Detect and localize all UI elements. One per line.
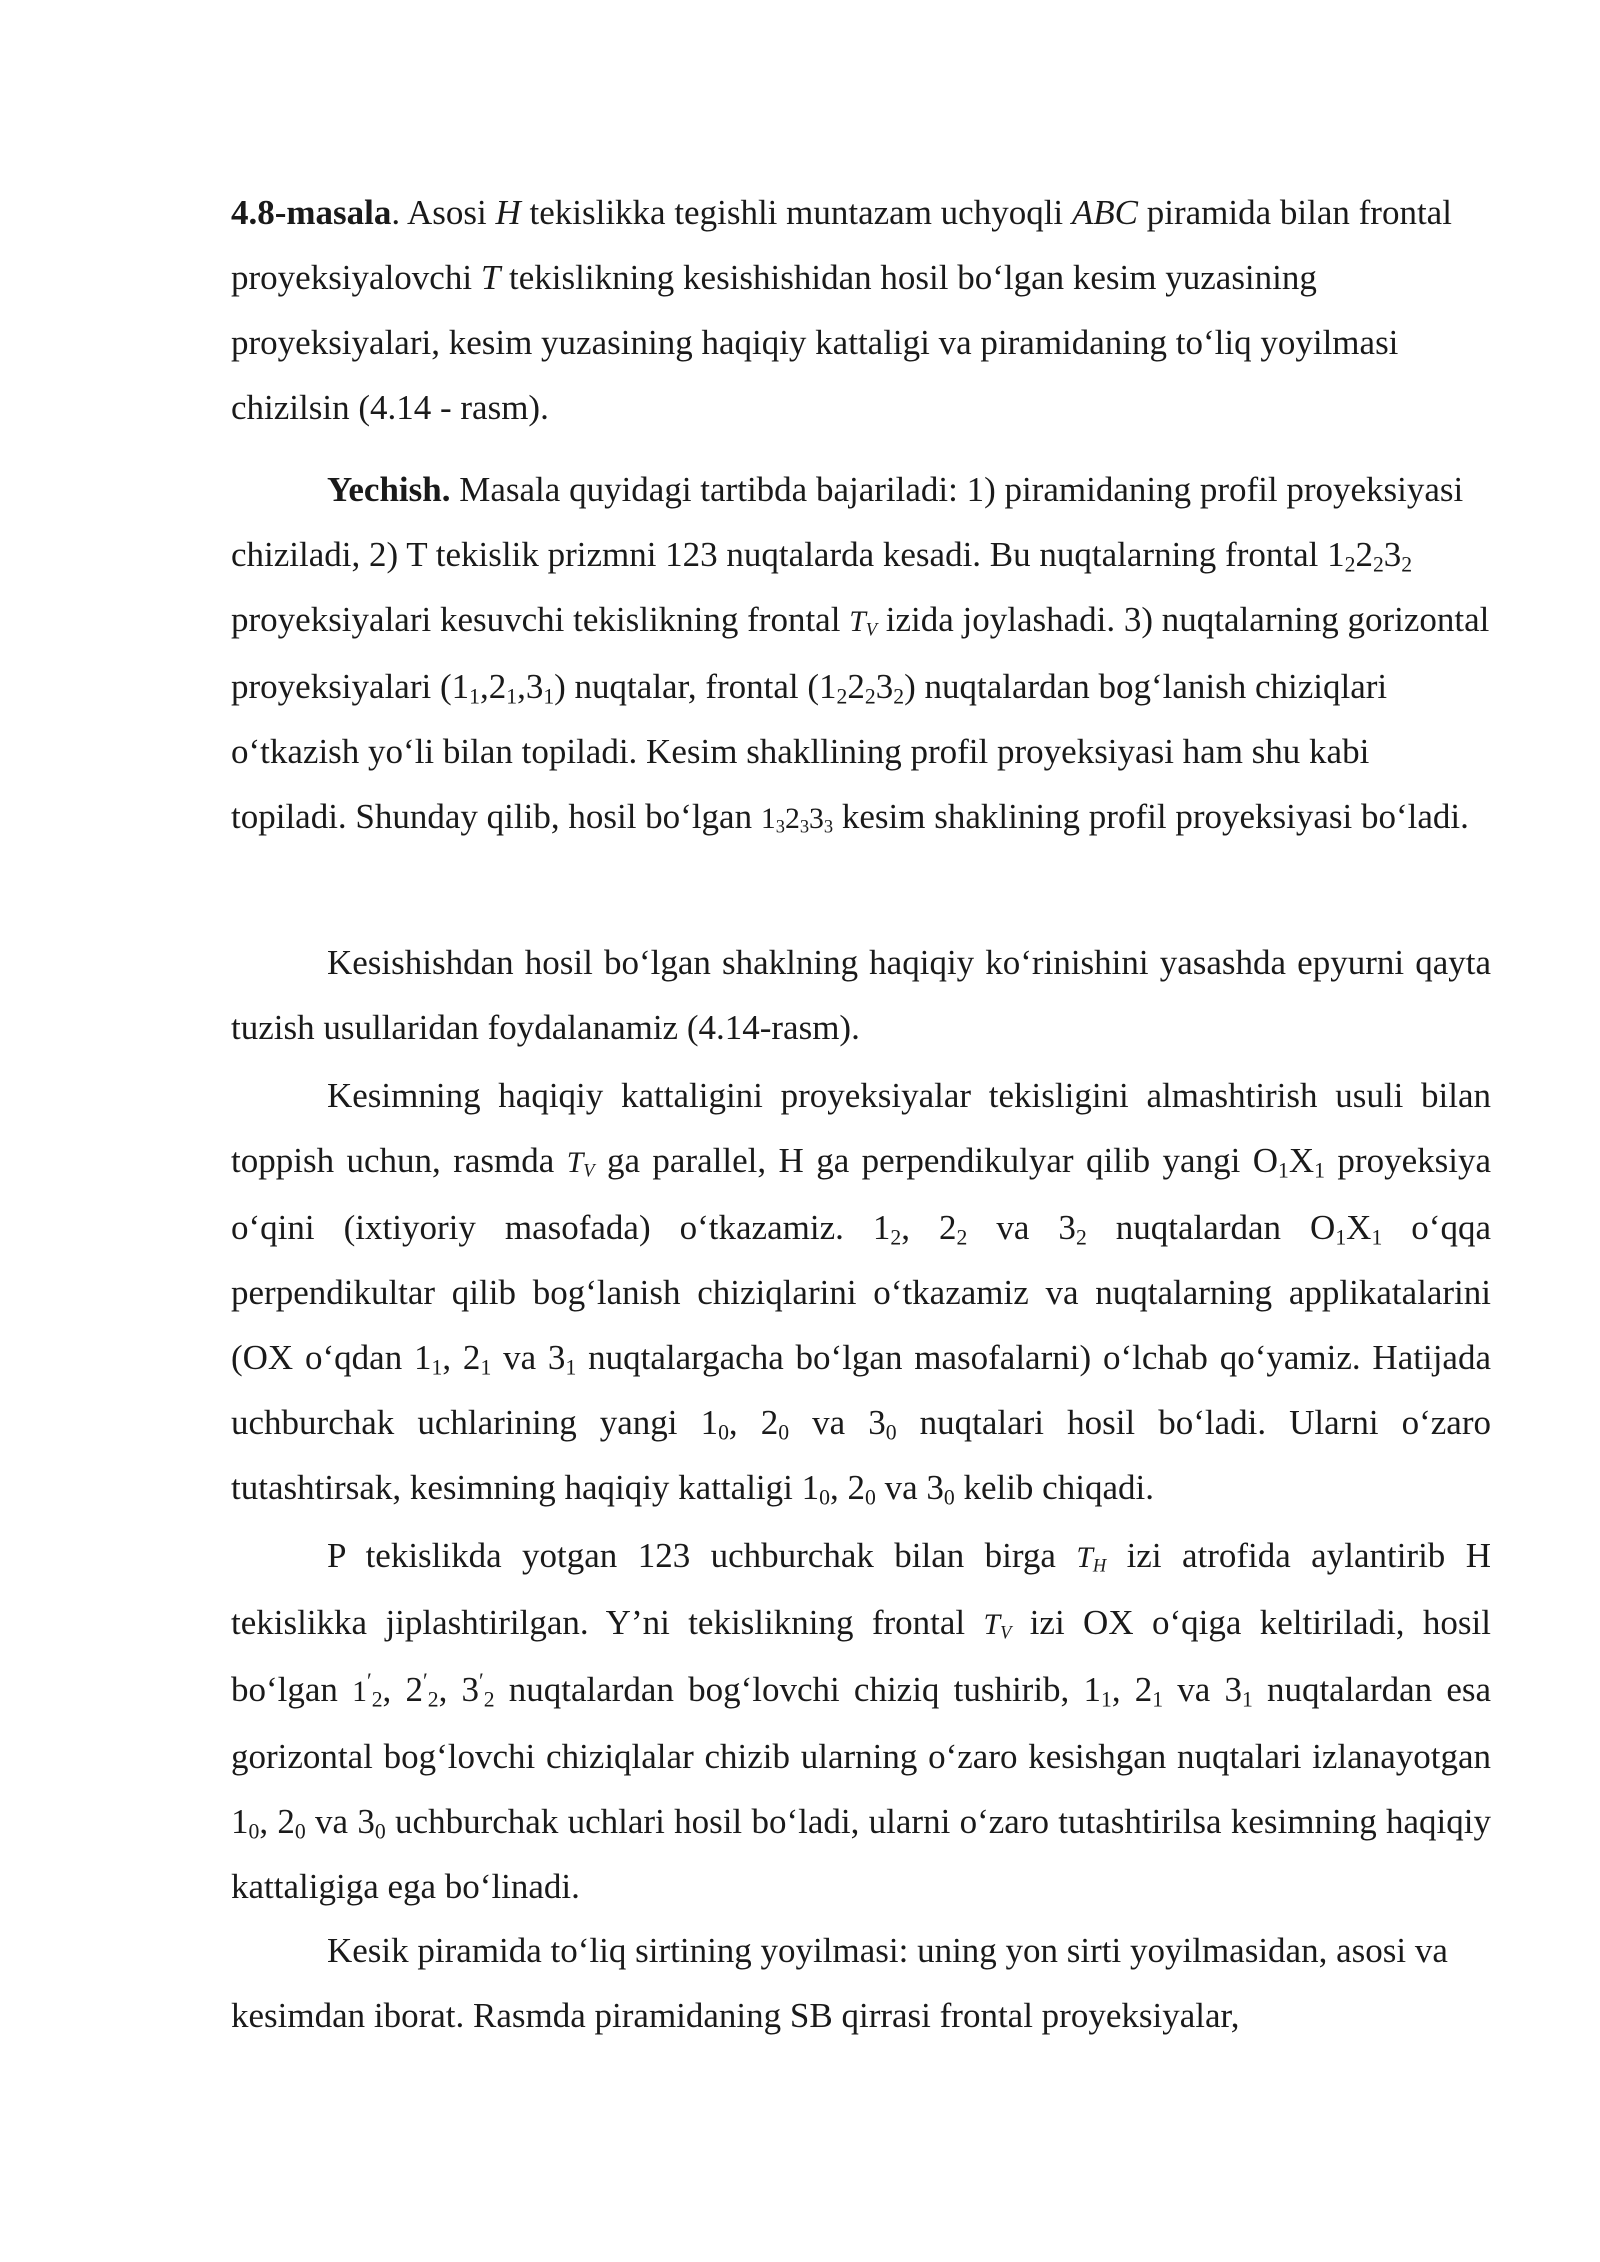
text-run: proyeksiyalari kesuvchi tekislikning frontal bbox=[231, 600, 850, 639]
symbol-abc: ABC bbox=[1071, 193, 1139, 232]
text-run: nuqtalardan bog‘lovchi chiziq tushirib, 1 bbox=[494, 1670, 1101, 1709]
text-run: Kesimning haqiqiy kattaligini proyeksiyalar tekisligini almashtirish usuli bilan toppish uchun, rasmda bbox=[231, 1076, 1491, 1180]
solution-paragraph bbox=[231, 457, 1491, 851]
text-run: izida joylashadi. 3) nuqtalarning gorizontal proyeksiyalari ( bbox=[231, 600, 1490, 706]
text-run: piramida bilan frontal proyeksiyalovchi bbox=[231, 193, 1452, 297]
trace-tv: $T_V$ bbox=[849, 605, 878, 640]
paragraph-6: Kesik piramida to‘liq sirtining yoyilmasi: uning yon sirti yoyilmasidan, asosi va kesimdan iborat. Rasmda piramidaning SB qirrasi frontal proyeksiyalar, bbox=[231, 1931, 1448, 2035]
text-run: . Asosi bbox=[391, 193, 496, 232]
solution-label: Yechish. bbox=[327, 470, 451, 509]
trace-tv: $T_V$ bbox=[566, 1146, 595, 1181]
text-run: ) nuqtalardan bog‘lanish chiziqlari o‘tkazish yo‘li bilan topiladi. Kesim shakllining profil proyeksiyasi ham shu kabi topiladi. Shunday qilib, hosil bo‘lgan bbox=[231, 667, 1388, 836]
symbol-t: T bbox=[480, 258, 501, 297]
text-run: ga parallel, H ga perpendikulyar qilib yangi O bbox=[594, 1141, 1279, 1180]
points-horizontal: $1_1,2_1,3_1$ bbox=[451, 667, 555, 709]
symbol-h: H bbox=[495, 193, 521, 232]
text-run: izi OX o‘qiga keltiriladi, hosil bo‘lgan bbox=[231, 1603, 1491, 1709]
paragraph-5: P tekislikda yotgan 123 uchburchak bilan birga $T_H$ izi atrofida aylantirib H tekislikka jiplashtirilgan. Y’ni tekislikning frontal $T_V$ izi OX o‘qiga keltiriladi, hosil bo‘lgan $1'_2$, $2'_2$, $3'_2$ nuqtalardan bog‘lovchi chiziq tushirib, $1_1$, $2_1$ va $3_1$ nuqtalardan esa gorizontal bog‘lovchi chiziqlalar chizib ularning o‘zaro kesishgan nuqtalari izlanayotgan $1_0$, $2_0$ va $3_0$ uchburchak uchlari hosil bo‘ladi, ularni o‘zaro tutashtirilsa kesimning haqiqiy kattaligiga ega bo‘linadi. bbox=[231, 1536, 1492, 1906]
text-run: kesim shaklining profil proyeksiyasi bo‘ladi. bbox=[833, 797, 1469, 836]
text-run: o‘qqa perpendikultar qilib bog‘lanish chiziqlarini o‘tkazamiz va nuqtalarning applikatalarini (OX o‘qdan 1 bbox=[231, 1208, 1491, 1377]
points-frontal: $1_22_23_2$ bbox=[1327, 535, 1413, 577]
text-run: izi atrofida aylantirib H tekislikka jiplashtirilgan. Y’ni tekislikning frontal bbox=[231, 1536, 1491, 1642]
text-run: P tekislikda yotgan 123 uchburchak bilan birga bbox=[327, 1536, 1077, 1575]
text-run: uchburchak uchlari hosil bo‘ladi, ularni o‘zaro tutashtirilsa kesimning haqiqiy kattaligiga ega bo‘linadi. bbox=[231, 1802, 1492, 1906]
text-run: tekislikning kesishishidan hosil bo‘lgan kesim yuzasining proyeksiyalari, kesim yuzasining haqiqiy kattaligi va piramidaning to‘liq yoyilmasi chizilsin (4.14 - rasm). bbox=[231, 258, 1399, 427]
text-run: nuqtalargacha bo‘lgan masofalarni) o‘lchab qo‘yamiz. Hatijada uchburchak uchlarining yangi 1 bbox=[231, 1338, 1491, 1442]
points-profile: $1_32_33_3$ bbox=[760, 802, 834, 837]
paragraph-4: Kesimning haqiqiy kattaligini proyeksiyalar tekisligini almashtirish usuli bilan toppish uchun, rasmda $T_V$ ga parallel, H ga perpendikulyar qilib yangi $O_1X_1$ proyeksiya o‘qini (ixtiyoriy masofada) o‘tkazamiz. $1_2$, $2_2$ va $3_2$ nuqtalardan $O_1X_1$ o‘qqa perpendikultar qilib bog‘lanish chiziqlarini o‘tkazamiz va nuqtalarning applikatalarini (OX o‘qdan $1_1$, $2_1$ va $3_1$ nuqtalargacha bo‘lgan masofalarni) o‘lchab qo‘yamiz. Hatijada uchburchak uchlarining yangi $1_0$, $2_0$ va $3_0$ nuqtalari hosil bo‘ladi. Ularni o‘zaro tutashtirsak, kesimning haqiqiy kattaligi $1_0$, $2_0$ va $3_0$ kelib chiqadi. bbox=[231, 1076, 1491, 1510]
text-run: tekislikka tegishli muntazam uchyoqli bbox=[520, 193, 1072, 232]
points-primed: $1'_2$, $2'_2$, $3'_2$ bbox=[352, 1668, 495, 1712]
paragraph-3: Kesishishdan hosil bo‘lgan shaklning haqiqiy ko‘rinishini yasashda epyurni qayta tuzish usullaridan foydalanamiz (4.14-rasm). bbox=[231, 943, 1491, 1047]
text-run: nuqtalardan esa gorizontal bog‘lovchi chiziqlalar chizib ularning o‘zaro kesishgan nuqtalari izlanayotgan 1 bbox=[231, 1670, 1492, 1841]
text-run: nuqtalari hosil bo‘ladi. Ularni o‘zaro tutashtirsak, kesimning haqiqiy kattaligi 1 bbox=[231, 1403, 1491, 1507]
trace-tv: $T_V$ bbox=[983, 1608, 1012, 1643]
text-run: ) nuqtalar, frontal ( bbox=[554, 667, 820, 706]
problem-paragraph bbox=[231, 180, 1491, 440]
text-run: Masala quyidagi tartibda bajariladi: 1) piramidaning profil proyeksiyasi chiziladi, 2) T tekislik prizmni 123 nuqtalarda kesadi. Bu nuqtalarning frontal bbox=[231, 470, 1464, 574]
points-frontal-2: $1_22_23_2$ bbox=[819, 667, 905, 709]
trace-th: $T_H$ bbox=[1076, 1541, 1107, 1576]
problem-title: 4.8-masala bbox=[231, 193, 392, 232]
text-run: proyeksiya o‘qini (ixtiyoriy masofada) o‘tkazamiz. 1 bbox=[231, 1141, 1491, 1247]
